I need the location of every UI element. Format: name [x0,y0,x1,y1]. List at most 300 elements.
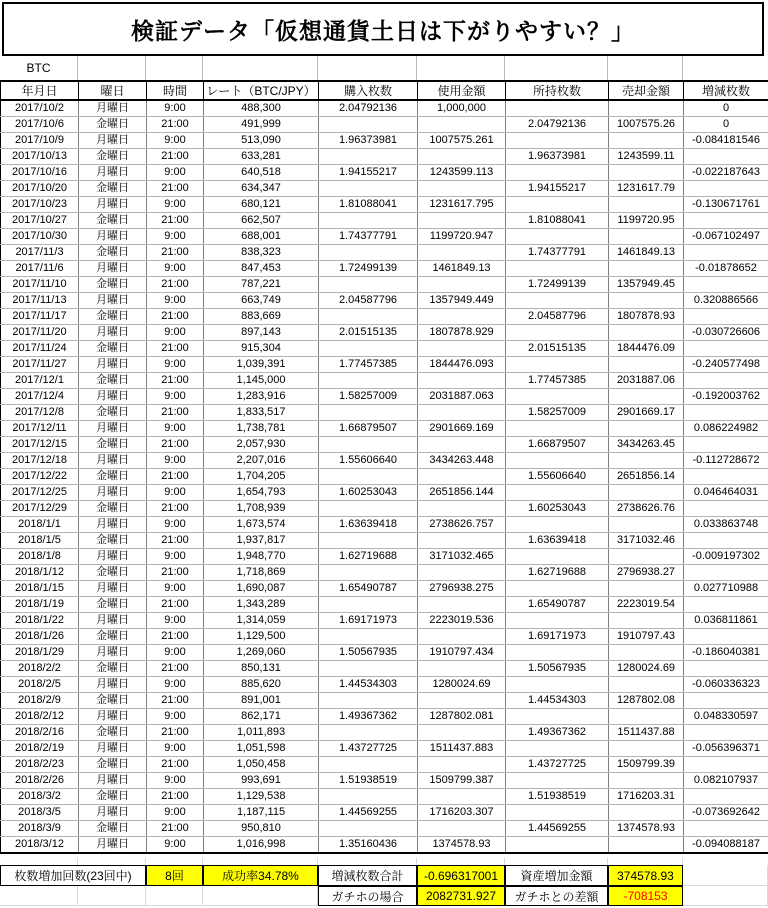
cell-hold-amount[interactable] [506,677,609,693]
cell-day-of-week[interactable]: 金曜日 [79,309,147,325]
cell-hold-amount[interactable]: 2.04587796 [506,309,609,325]
cell-sell-amount[interactable]: 1231617.79 [609,181,684,197]
cell-day-of-week[interactable]: 金曜日 [79,437,147,453]
cell-spend-amount[interactable]: 1007575.261 [418,133,506,149]
cell-date[interactable]: 2018/3/2 [1,789,79,805]
cell-date[interactable]: 2018/1/26 [1,629,79,645]
cell-day-of-week[interactable]: 月曜日 [79,389,147,405]
cell-time[interactable]: 21:00 [147,469,204,485]
cell-change-amount[interactable]: -0.192003762 [684,389,768,405]
cell-spend-amount[interactable]: 2901669.169 [418,421,506,437]
empty-cell[interactable] [318,56,417,80]
cell-buy-amount[interactable]: 1.96373981 [319,133,418,149]
summary-asset-value[interactable]: 374578.93 [608,865,683,886]
cell-buy-amount[interactable]: 1.50567935 [319,645,418,661]
cell-sell-amount[interactable] [609,197,684,213]
cell-time[interactable]: 9:00 [147,741,204,757]
cell-buy-amount[interactable] [319,309,418,325]
cell-time[interactable]: 21:00 [147,277,204,293]
summary-hodl-label[interactable]: ガチホの場合 [318,886,417,906]
cell-rate[interactable]: 850,131 [204,661,319,677]
cell-sell-amount[interactable] [609,805,684,821]
cell-change-amount[interactable]: -0.186040381 [684,645,768,661]
cell-change-amount[interactable]: -0.060336323 [684,677,768,693]
cell-change-amount[interactable]: 0.027710988 [684,581,768,597]
cell-hold-amount[interactable] [506,773,609,789]
cell-rate[interactable]: 640,518 [204,165,319,181]
cell-hold-amount[interactable]: 1.44569255 [506,821,609,837]
cell-hold-amount[interactable] [506,325,609,341]
cell-day-of-week[interactable]: 金曜日 [79,469,147,485]
cell-rate[interactable]: 1,269,060 [204,645,319,661]
cell-time[interactable]: 9:00 [147,453,204,469]
cell-rate[interactable]: 513,090 [204,133,319,149]
cell-spend-amount[interactable]: 1509799.387 [418,773,506,789]
cell-hold-amount[interactable] [506,517,609,533]
cell-time[interactable]: 9:00 [147,165,204,181]
cell-hold-amount[interactable]: 1.81088041 [506,213,609,229]
cell-date[interactable]: 2017/12/15 [1,437,79,453]
cell-sell-amount[interactable] [609,581,684,597]
cell-change-amount[interactable]: 0.320886566 [684,293,768,309]
cell-rate[interactable]: 891,001 [204,693,319,709]
cell-date[interactable]: 2018/2/23 [1,757,79,773]
cell-buy-amount[interactable]: 1.35160436 [319,837,418,854]
cell-change-amount[interactable]: -0.01878652 [684,261,768,277]
empty-cell[interactable] [608,56,683,80]
cell-sell-amount[interactable] [609,741,684,757]
cell-time[interactable]: 21:00 [147,629,204,645]
cell-day-of-week[interactable]: 金曜日 [79,565,147,581]
cell-spend-amount[interactable]: 1199720.947 [418,229,506,245]
cell-buy-amount[interactable] [319,661,418,677]
cell-buy-amount[interactable] [319,213,418,229]
cell-spend-amount[interactable] [418,693,506,709]
cell-time[interactable]: 21:00 [147,117,204,133]
cell-rate[interactable]: 993,691 [204,773,319,789]
cell-date[interactable]: 2017/10/20 [1,181,79,197]
cell-date[interactable]: 2018/3/9 [1,821,79,837]
cell-day-of-week[interactable]: 月曜日 [79,357,147,373]
cell-buy-amount[interactable] [319,725,418,741]
column-header-8[interactable]: 増減枚数 [684,81,768,100]
summary-diff-value[interactable]: -708153 [608,886,683,906]
cell-change-amount[interactable] [684,245,768,261]
cell-hold-amount[interactable] [506,197,609,213]
cell-change-amount[interactable]: 0.048330597 [684,709,768,725]
summary-count-value[interactable]: 8回 [146,865,203,886]
cell-hold-amount[interactable]: 1.72499139 [506,277,609,293]
cell-spend-amount[interactable] [418,533,506,549]
cell-change-amount[interactable]: -0.056396371 [684,741,768,757]
cell-sell-amount[interactable]: 1374578.93 [609,821,684,837]
cell-time[interactable]: 9:00 [147,325,204,341]
cell-buy-amount[interactable] [319,277,418,293]
cell-change-amount[interactable]: -0.240577498 [684,357,768,373]
cell-time[interactable]: 21:00 [147,693,204,709]
cell-day-of-week[interactable]: 金曜日 [79,373,147,389]
cell-sell-amount[interactable] [609,357,684,373]
cell-buy-amount[interactable] [319,437,418,453]
cell-day-of-week[interactable]: 月曜日 [79,293,147,309]
cell-date[interactable]: 2017/10/16 [1,165,79,181]
cell-spend-amount[interactable]: 1374578.93 [418,837,506,854]
cell-day-of-week[interactable]: 金曜日 [79,757,147,773]
cell-day-of-week[interactable]: 金曜日 [79,213,147,229]
cell-rate[interactable]: 838,323 [204,245,319,261]
cell-rate[interactable]: 491,999 [204,117,319,133]
cell-spend-amount[interactable] [418,405,506,421]
cell-rate[interactable]: 1,343,289 [204,597,319,613]
cell-date[interactable]: 2017/12/22 [1,469,79,485]
cell-day-of-week[interactable]: 金曜日 [79,501,147,517]
cell-sell-amount[interactable]: 1007575.26 [609,117,684,133]
cell-buy-amount[interactable]: 1.81088041 [319,197,418,213]
cell-buy-amount[interactable]: 1.49367362 [319,709,418,725]
cell-buy-amount[interactable]: 1.51938519 [319,773,418,789]
cell-hold-amount[interactable] [506,453,609,469]
cell-spend-amount[interactable]: 1511437.883 [418,741,506,757]
cell-time[interactable]: 21:00 [147,245,204,261]
cell-change-amount[interactable]: -0.094088187 [684,837,768,854]
cell-day-of-week[interactable]: 月曜日 [79,805,147,821]
cell-sell-amount[interactable]: 1243599.11 [609,149,684,165]
column-header-4[interactable]: 購入枚数 [319,81,418,100]
cell-spend-amount[interactable] [418,661,506,677]
cell-time[interactable]: 21:00 [147,757,204,773]
cell-day-of-week[interactable]: 月曜日 [79,741,147,757]
cell-rate[interactable]: 1,283,916 [204,389,319,405]
cell-spend-amount[interactable] [418,373,506,389]
cell-change-amount[interactable] [684,213,768,229]
cell-hold-amount[interactable] [506,165,609,181]
cell-change-amount[interactable] [684,725,768,741]
cell-spend-amount[interactable] [418,309,506,325]
cell-day-of-week[interactable]: 金曜日 [79,821,147,837]
cell-rate[interactable]: 1,050,458 [204,757,319,773]
cell-change-amount[interactable] [684,469,768,485]
cell-date[interactable]: 2017/12/8 [1,405,79,421]
cell-rate[interactable]: 1,011,893 [204,725,319,741]
cell-day-of-week[interactable]: 月曜日 [79,645,147,661]
cell-buy-amount[interactable] [319,117,418,133]
cell-change-amount[interactable]: 0 [684,100,768,117]
cell-spend-amount[interactable]: 1,000,000 [418,100,506,117]
cell-rate[interactable]: 1,129,500 [204,629,319,645]
cell-time[interactable]: 21:00 [147,533,204,549]
cell-date[interactable]: 2018/1/8 [1,549,79,565]
cell-day-of-week[interactable]: 金曜日 [79,693,147,709]
empty-cell[interactable] [683,886,768,906]
cell-time[interactable]: 9:00 [147,357,204,373]
empty-cell[interactable] [203,886,318,906]
cell-date[interactable]: 2018/2/5 [1,677,79,693]
cell-rate[interactable]: 1,833,517 [204,405,319,421]
cell-hold-amount[interactable]: 1.65490787 [506,597,609,613]
cell-rate[interactable]: 1,129,538 [204,789,319,805]
cell-hold-amount[interactable]: 1.69171973 [506,629,609,645]
cell-change-amount[interactable]: -0.022187643 [684,165,768,181]
cell-sell-amount[interactable] [609,773,684,789]
cell-date[interactable]: 2018/2/2 [1,661,79,677]
cell-date[interactable]: 2018/2/9 [1,693,79,709]
sheet-label-btc[interactable]: BTC [0,56,78,80]
summary-change-sum-value[interactable]: -0.696317001 [417,865,505,886]
cell-time[interactable]: 9:00 [147,549,204,565]
cell-buy-amount[interactable] [319,373,418,389]
cell-buy-amount[interactable] [319,469,418,485]
cell-buy-amount[interactable] [319,597,418,613]
cell-sell-amount[interactable]: 1910797.43 [609,629,684,645]
cell-date[interactable]: 2018/1/29 [1,645,79,661]
empty-cell[interactable] [146,886,203,906]
cell-hold-amount[interactable] [506,613,609,629]
cell-time[interactable]: 9:00 [147,293,204,309]
summary-hodl-value[interactable]: 2082731.927 [417,886,505,906]
cell-time[interactable]: 9:00 [147,100,204,117]
cell-rate[interactable]: 1,039,391 [204,357,319,373]
cell-buy-amount[interactable]: 1.74377791 [319,229,418,245]
cell-time[interactable]: 9:00 [147,421,204,437]
cell-spend-amount[interactable]: 2223019.536 [418,613,506,629]
cell-hold-amount[interactable]: 1.94155217 [506,181,609,197]
cell-spend-amount[interactable]: 1910797.434 [418,645,506,661]
cell-change-amount[interactable] [684,693,768,709]
cell-date[interactable]: 2017/10/13 [1,149,79,165]
cell-buy-amount[interactable]: 1.44534303 [319,677,418,693]
cell-buy-amount[interactable] [319,533,418,549]
cell-hold-amount[interactable] [506,549,609,565]
cell-date[interactable]: 2018/1/1 [1,517,79,533]
cell-day-of-week[interactable]: 金曜日 [79,789,147,805]
cell-spend-amount[interactable]: 1716203.307 [418,805,506,821]
cell-spend-amount[interactable]: 1844476.093 [418,357,506,373]
cell-spend-amount[interactable]: 3171032.465 [418,549,506,565]
cell-rate[interactable]: 488,300 [204,100,319,117]
cell-hold-amount[interactable]: 1.43727725 [506,757,609,773]
cell-change-amount[interactable]: -0.030726606 [684,325,768,341]
cell-change-amount[interactable] [684,629,768,645]
cell-change-amount[interactable]: 0.033863748 [684,517,768,533]
cell-time[interactable]: 21:00 [147,405,204,421]
cell-time[interactable]: 21:00 [147,565,204,581]
cell-date[interactable]: 2017/12/25 [1,485,79,501]
cell-sell-amount[interactable] [609,229,684,245]
cell-time[interactable]: 9:00 [147,613,204,629]
cell-hold-amount[interactable]: 1.77457385 [506,373,609,389]
cell-spend-amount[interactable]: 2738626.757 [418,517,506,533]
cell-change-amount[interactable] [684,757,768,773]
cell-time[interactable]: 21:00 [147,789,204,805]
column-header-2[interactable]: 時間 [147,81,204,100]
cell-sell-amount[interactable] [609,100,684,117]
cell-time[interactable]: 9:00 [147,805,204,821]
cell-time[interactable]: 9:00 [147,773,204,789]
cell-rate[interactable]: 1,718,869 [204,565,319,581]
cell-time[interactable]: 21:00 [147,597,204,613]
cell-buy-amount[interactable]: 1.77457385 [319,357,418,373]
cell-date[interactable]: 2017/10/23 [1,197,79,213]
cell-date[interactable]: 2018/2/16 [1,725,79,741]
cell-sell-amount[interactable]: 1199720.95 [609,213,684,229]
column-header-7[interactable]: 売却金額 [609,81,684,100]
cell-change-amount[interactable]: 0.046464031 [684,485,768,501]
cell-buy-amount[interactable] [319,501,418,517]
cell-spend-amount[interactable]: 2651856.144 [418,485,506,501]
cell-sell-amount[interactable] [609,517,684,533]
column-header-3[interactable]: レート（BTC/JPY） [204,81,319,100]
cell-rate[interactable]: 663,749 [204,293,319,309]
cell-sell-amount[interactable]: 1716203.31 [609,789,684,805]
cell-change-amount[interactable] [684,149,768,165]
cell-hold-amount[interactable]: 1.44534303 [506,693,609,709]
cell-time[interactable]: 21:00 [147,437,204,453]
cell-spend-amount[interactable] [418,725,506,741]
cell-rate[interactable]: 1,187,115 [204,805,319,821]
cell-time[interactable]: 21:00 [147,309,204,325]
cell-rate[interactable]: 1,016,998 [204,837,319,854]
cell-rate[interactable]: 1,690,087 [204,581,319,597]
cell-day-of-week[interactable]: 金曜日 [79,661,147,677]
cell-buy-amount[interactable]: 2.01515135 [319,325,418,341]
cell-spend-amount[interactable]: 1357949.449 [418,293,506,309]
summary-success-rate[interactable]: 成功率34.78% [203,865,318,886]
cell-change-amount[interactable] [684,437,768,453]
cell-rate[interactable]: 1,738,781 [204,421,319,437]
empty-cell[interactable] [78,886,146,906]
empty-cell[interactable] [505,56,608,80]
cell-sell-amount[interactable]: 2223019.54 [609,597,684,613]
cell-hold-amount[interactable]: 1.49367362 [506,725,609,741]
cell-day-of-week[interactable]: 金曜日 [79,629,147,645]
cell-buy-amount[interactable]: 1.65490787 [319,581,418,597]
cell-day-of-week[interactable]: 月曜日 [79,325,147,341]
cell-date[interactable]: 2017/11/6 [1,261,79,277]
cell-buy-amount[interactable]: 1.69171973 [319,613,418,629]
cell-sell-amount[interactable] [609,709,684,725]
cell-sell-amount[interactable]: 3171032.46 [609,533,684,549]
cell-sell-amount[interactable] [609,325,684,341]
cell-date[interactable]: 2018/1/5 [1,533,79,549]
cell-change-amount[interactable] [684,533,768,549]
cell-date[interactable]: 2018/1/19 [1,597,79,613]
cell-date[interactable]: 2017/11/17 [1,309,79,325]
cell-sell-amount[interactable] [609,133,684,149]
cell-hold-amount[interactable] [506,100,609,117]
cell-buy-amount[interactable] [319,693,418,709]
cell-rate[interactable]: 1,948,770 [204,549,319,565]
cell-day-of-week[interactable]: 金曜日 [79,277,147,293]
cell-date[interactable]: 2017/10/6 [1,117,79,133]
summary-asset-label[interactable]: 資産増加金額 [505,865,608,886]
cell-date[interactable]: 2018/3/12 [1,837,79,854]
cell-time[interactable]: 9:00 [147,581,204,597]
cell-day-of-week[interactable]: 月曜日 [79,261,147,277]
cell-day-of-week[interactable]: 月曜日 [79,773,147,789]
cell-sell-amount[interactable]: 1844476.09 [609,341,684,357]
cell-change-amount[interactable] [684,565,768,581]
cell-time[interactable]: 21:00 [147,501,204,517]
cell-date[interactable]: 2017/10/30 [1,229,79,245]
cell-spend-amount[interactable] [418,821,506,837]
cell-change-amount[interactable]: 0 [684,117,768,133]
empty-cell[interactable] [146,56,203,80]
cell-spend-amount[interactable]: 1287802.081 [418,709,506,725]
cell-hold-amount[interactable]: 1.50567935 [506,661,609,677]
cell-change-amount[interactable]: -0.130671761 [684,197,768,213]
cell-time[interactable]: 9:00 [147,645,204,661]
cell-date[interactable]: 2018/1/15 [1,581,79,597]
cell-sell-amount[interactable]: 1509799.39 [609,757,684,773]
cell-sell-amount[interactable]: 1807878.93 [609,309,684,325]
cell-rate[interactable]: 1,708,939 [204,501,319,517]
cell-date[interactable]: 2017/12/29 [1,501,79,517]
cell-hold-amount[interactable]: 1.74377791 [506,245,609,261]
cell-rate[interactable]: 633,281 [204,149,319,165]
cell-rate[interactable]: 883,669 [204,309,319,325]
cell-spend-amount[interactable] [418,437,506,453]
cell-rate[interactable]: 1,145,000 [204,373,319,389]
cell-time[interactable]: 21:00 [147,181,204,197]
cell-time[interactable]: 21:00 [147,341,204,357]
cell-buy-amount[interactable]: 1.60253043 [319,485,418,501]
cell-day-of-week[interactable]: 月曜日 [79,453,147,469]
summary-diff-label[interactable]: ガチホとの差額 [505,886,608,906]
cell-day-of-week[interactable]: 月曜日 [79,229,147,245]
cell-day-of-week[interactable]: 月曜日 [79,709,147,725]
cell-sell-amount[interactable] [609,389,684,405]
cell-sell-amount[interactable] [609,645,684,661]
cell-rate[interactable]: 950,810 [204,821,319,837]
cell-day-of-week[interactable]: 月曜日 [79,613,147,629]
cell-day-of-week[interactable]: 月曜日 [79,549,147,565]
cell-buy-amount[interactable]: 1.44569255 [319,805,418,821]
cell-date[interactable]: 2018/2/19 [1,741,79,757]
cell-sell-amount[interactable]: 2031887.06 [609,373,684,389]
cell-change-amount[interactable] [684,341,768,357]
cell-spend-amount[interactable] [418,341,506,357]
cell-rate[interactable]: 885,620 [204,677,319,693]
empty-cell[interactable] [78,56,146,80]
cell-date[interactable]: 2017/11/13 [1,293,79,309]
cell-sell-amount[interactable]: 2901669.17 [609,405,684,421]
cell-hold-amount[interactable] [506,645,609,661]
cell-buy-amount[interactable] [319,565,418,581]
cell-rate[interactable]: 1,704,205 [204,469,319,485]
cell-sell-amount[interactable]: 1287802.08 [609,693,684,709]
cell-date[interactable]: 2017/12/11 [1,421,79,437]
cell-sell-amount[interactable] [609,261,684,277]
cell-buy-amount[interactable] [319,245,418,261]
cell-hold-amount[interactable]: 1.62719688 [506,565,609,581]
cell-hold-amount[interactable]: 1.96373981 [506,149,609,165]
cell-day-of-week[interactable]: 金曜日 [79,149,147,165]
cell-spend-amount[interactable]: 2796938.275 [418,581,506,597]
cell-hold-amount[interactable] [506,133,609,149]
cell-rate[interactable]: 915,304 [204,341,319,357]
cell-buy-amount[interactable]: 2.04792136 [319,100,418,117]
cell-date[interactable]: 2017/11/27 [1,357,79,373]
cell-sell-amount[interactable] [609,837,684,854]
cell-spend-amount[interactable]: 3434263.448 [418,453,506,469]
cell-hold-amount[interactable]: 2.01515135 [506,341,609,357]
cell-hold-amount[interactable] [506,293,609,309]
cell-sell-amount[interactable]: 2796938.27 [609,565,684,581]
cell-spend-amount[interactable] [418,149,506,165]
cell-spend-amount[interactable]: 1231617.795 [418,197,506,213]
cell-date[interactable]: 2018/2/12 [1,709,79,725]
cell-date[interactable]: 2018/1/22 [1,613,79,629]
